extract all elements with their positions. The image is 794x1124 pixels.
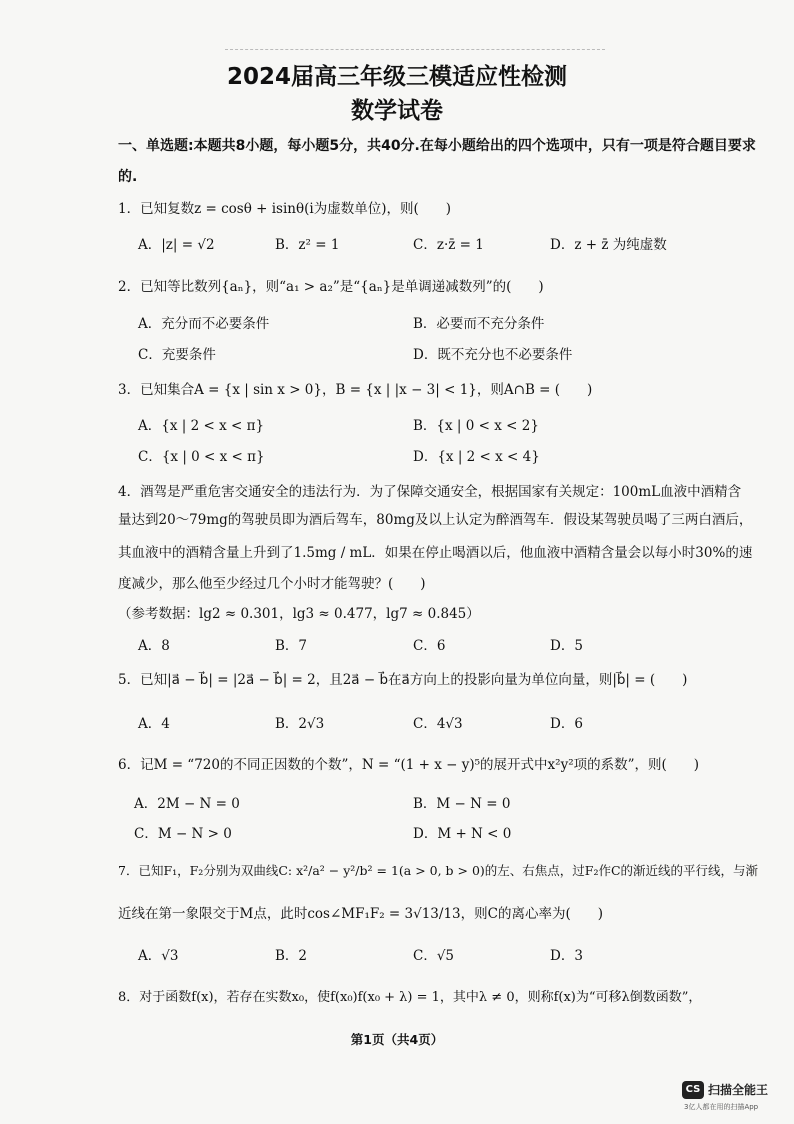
question-5-option-d: D．6 [550, 716, 583, 732]
question-2-option-b: B．必要而不充分条件 [413, 316, 545, 332]
question-1-option-b: B．z² = 1 [275, 237, 340, 253]
question-4-stem-line4: 度减少，那么他至少经过几个小时才能驾驶？( ) [118, 576, 426, 592]
question-4-stem-line2: 量达到20～79mg的驾驶员即为酒后驾车，80mg及以上认定为醉酒驾车．假设某驾驶员喝了三两白酒后， [118, 512, 753, 528]
section-heading-line2: 的. [118, 169, 138, 185]
top-divider [225, 49, 605, 50]
scanner-watermark [682, 1078, 778, 1114]
question-2-option-a: A．充分而不必要条件 [138, 316, 270, 332]
question-8-stem: 8．对于函数f(x)，若存在实数x₀，使f(x₀)f(x₀ + λ) = 1，其中λ ≠ 0，则称f(x)为“可移λ倒数函数”， [118, 990, 702, 1005]
question-6-option-a: A．2M − N = 0 [134, 796, 240, 812]
question-4-option-d: D．5 [550, 638, 583, 654]
question-7-stem-line1: 7．已知F₁，F₂分别为双曲线C: x²/a² − y²/b² = 1(a > 0, b > 0)的左、右焦点，过F₂作C的渐近线的平行线，与渐 [118, 863, 759, 878]
question-1-option-d: D．z + z̄ 为纯虚数 [550, 237, 667, 253]
question-2-option-d: D．既不充分也不必要条件 [413, 347, 573, 363]
page-subtitle: 数学试卷 [351, 98, 443, 124]
question-2-stem: 2．已知等比数列{aₙ}，则“a₁ > a₂”是“{aₙ}是单调递减数列”的( ) [118, 279, 544, 295]
question-7-stem-line2: 近线在第一象限交于M点，此时cos∠MF₁F₂ = 3√13/13，则C的离心率为( ) [118, 906, 603, 922]
question-4-option-b: B．7 [275, 638, 308, 654]
question-3-option-a: A．{x | 2 < x < π} [138, 418, 265, 434]
question-2-option-c: C．充要条件 [138, 347, 216, 363]
question-7-option-b: B．2 [275, 948, 308, 964]
question-7-option-d: D．3 [550, 948, 583, 964]
question-7-option-c: C．√5 [413, 948, 455, 964]
question-4-reference-data: （参考数据：lg2 ≈ 0.301，lg3 ≈ 0.477，lg7 ≈ 0.845） [118, 606, 480, 622]
question-5-stem: 5．已知|a⃗ − b⃗| = |2a⃗ − b⃗| = 2，且2a⃗ − b⃗在a⃗方向上的投影向量为单位向量，则|b⃗| = ( ) [118, 672, 688, 688]
question-6-option-b: B．M − N = 0 [413, 796, 511, 812]
question-1-stem: 1．已知复数z = cosθ + isinθ(i为虚数单位)，则( ) [118, 201, 452, 217]
question-3-option-c: C．{x | 0 < x < π} [138, 449, 265, 465]
question-4-stem-line3: 其血液中的酒精含量上升到了1.5mg / mL．如果在停止喝酒以后，他血液中酒精含量会以每小时30%的速 [118, 545, 753, 561]
question-7-option-a: A．√3 [138, 948, 179, 964]
question-3-option-b: B．{x | 0 < x < 2} [413, 418, 539, 434]
question-1-option-a: A．|z| = √2 [138, 237, 215, 253]
section-heading-line1: 一、单选题:本题共8小题，每小题5分，共40分.在每小题给出的四个选项中，只有一项是符合题目要求 [118, 138, 756, 154]
question-5-option-c: C．4√3 [413, 716, 463, 732]
watermark-app-name: 扫描全能王 [708, 1083, 769, 1097]
question-6-option-c: C．M − N > 0 [134, 826, 232, 842]
question-5-option-a: A．4 [138, 716, 170, 732]
camscanner-logo-icon: CS [682, 1081, 704, 1099]
question-5-option-b: B．2√3 [275, 716, 325, 732]
watermark-tagline: 3亿人都在用的扫描App [684, 1103, 759, 1111]
question-4-option-c: C．6 [413, 638, 446, 654]
page-number: 第1页（共4页） [350, 1032, 444, 1047]
question-4-stem-line1: 4．酒驾是严重危害交通安全的违法行为．为了保障交通安全，根据国家有关规定：100mL血液中酒精含 [118, 484, 742, 500]
question-6-option-d: D．M + N < 0 [413, 826, 512, 842]
page-title: 2024届高三年级三模适应性检测 [226, 64, 567, 90]
question-3-option-d: D．{x | 2 < x < 4} [413, 449, 540, 465]
question-4-option-a: A．8 [138, 638, 170, 654]
question-1-option-c: C．z·z̄ = 1 [413, 237, 484, 253]
question-3-stem: 3．已知集合A = {x | sin x > 0}，B = {x | |x − 3| < 1}，则A∩B = ( ) [118, 382, 593, 398]
question-6-stem: 6．记M = “720的不同正因数的个数”，N = “(1 + x − y)⁵的展开式中x²y²项的系数”，则( ) [118, 757, 700, 773]
